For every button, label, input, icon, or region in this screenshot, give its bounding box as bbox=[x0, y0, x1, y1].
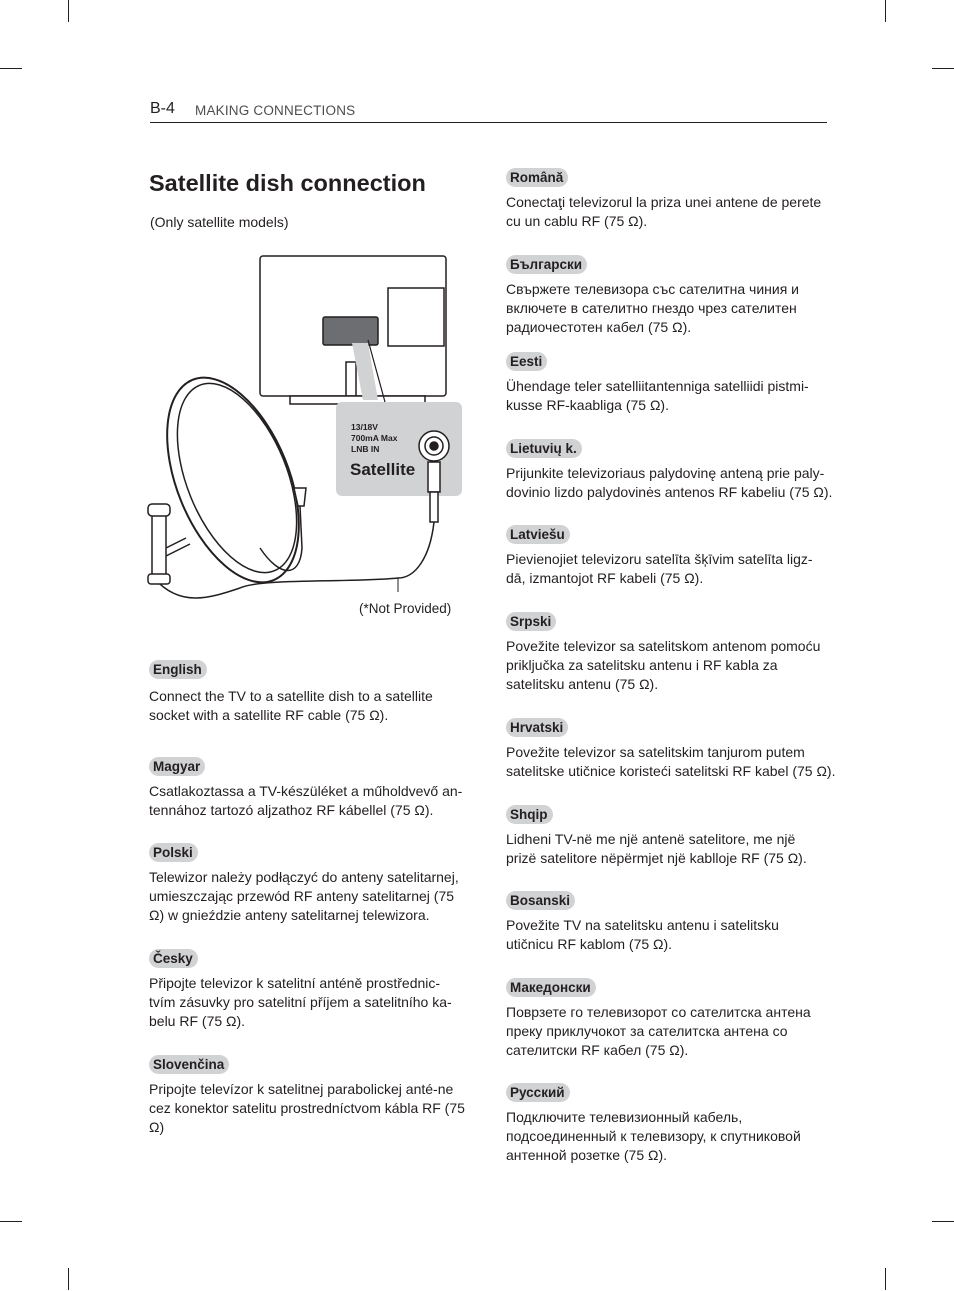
crop-mark bbox=[0, 68, 22, 69]
language-text: Prijunkite televizoriaus palydovinę anteną prie paly-dovinio lizdo palydovinės antenos RF kabeliu (75 Ω). bbox=[506, 465, 833, 500]
language-block bbox=[506, 168, 831, 231]
language-block bbox=[506, 1083, 816, 1165]
language-tag: Latviešu bbox=[506, 525, 570, 544]
language-block bbox=[149, 949, 464, 1031]
language-tag: Hrvatski bbox=[506, 718, 568, 737]
language-tag: Bosanski bbox=[506, 891, 575, 910]
section-title: MAKING CONNECTIONS bbox=[195, 103, 356, 118]
language-block bbox=[506, 525, 824, 588]
language-block bbox=[506, 255, 811, 337]
tv-stand-neck bbox=[346, 362, 356, 396]
dish-mount-pole bbox=[152, 506, 166, 578]
port-current: 700mA Max bbox=[351, 433, 398, 443]
page-title: Satellite dish connection bbox=[149, 170, 426, 196]
language-text: Připojte televizor k satelitní anténě prostřednic-tvím zásuvky pro satelitní příjem a satelitního ka-belu RF (75 Ω). bbox=[149, 975, 452, 1029]
language-text: Lidheni TV-në me një antenë satelitore, me një prizë satelitore nëpërmjet një kablloje RF (75 Ω). bbox=[506, 831, 807, 866]
crop-mark bbox=[885, 0, 886, 22]
page-subtitle: (Only satellite models) bbox=[150, 214, 289, 230]
language-text: Подключите телевизионный кабель, подсоединенный к телевизору, к спутниковой антенной розетке (75 Ω). bbox=[506, 1109, 801, 1163]
crop-mark bbox=[68, 0, 69, 22]
crop-mark bbox=[68, 1268, 69, 1290]
language-text: Povežite televizor sa satelitskim tanjurom putem satelitske utičnice koristeći satelitski RF kabel (75 Ω). bbox=[506, 744, 836, 779]
port-name: LNB IN bbox=[351, 444, 380, 454]
language-tag: Български bbox=[506, 255, 587, 274]
language-tag: Magyar bbox=[149, 757, 205, 776]
language-block bbox=[506, 612, 831, 694]
crop-mark bbox=[932, 1221, 954, 1222]
language-block bbox=[149, 843, 469, 925]
language-text: Povežite TV na satelitsku antenu i satelitsku utičnicu RF kablom (75 Ω). bbox=[506, 917, 779, 952]
crop-mark bbox=[932, 68, 954, 69]
port-label: Satellite bbox=[350, 460, 416, 479]
page-number: B-4 bbox=[150, 100, 175, 117]
language-tag: Lietuvių k. bbox=[506, 439, 582, 458]
language-text: Поврзете го телевизорот со сателитска антена преку приклучокот за сателитска антена со сателитски RF кабел (75 Ω). bbox=[506, 1004, 811, 1058]
language-block bbox=[149, 660, 471, 725]
language-text: Pripojte televízor k satelitnej parabolickej anté-ne cez konektor satelitu prostredníctvom kábla RF (75 Ω) bbox=[149, 1081, 465, 1135]
language-text: Pievienojiet televizoru satelīta šķīvim satelīta ligz-dā, izmantojot RF kabeli (75 Ω). bbox=[506, 551, 813, 586]
language-tag: English bbox=[149, 660, 207, 679]
language-block bbox=[506, 891, 806, 954]
crop-mark bbox=[0, 1221, 22, 1222]
language-block bbox=[506, 805, 826, 868]
language-tag: Eesti bbox=[506, 352, 547, 371]
language-block bbox=[149, 757, 469, 820]
language-tag: Česky bbox=[149, 949, 198, 968]
language-text: Telewizor należy podłączyć do anteny satelitarnej, umieszczając przewód RF anteny satelitarnej (75 Ω) w gnieździe anteny satelitarnej telewizora. bbox=[149, 869, 459, 923]
language-text: Connect the TV to a satellite dish to a satellite socket with a satellite RF cable (75 Ω). bbox=[149, 688, 433, 723]
page-header bbox=[150, 100, 827, 123]
language-block bbox=[506, 718, 836, 781]
language-tag: Srpski bbox=[506, 612, 556, 631]
language-text: Conectaţi televizorul la priza unei antene de perete cu un cablu RF (75 Ω). bbox=[506, 194, 822, 229]
language-text: Ühendage teler satelliitantenniga satelliidi pistmi-kusse RF-kaabliga (75 Ω). bbox=[506, 378, 809, 413]
language-text: Povežite televizor sa satelitskom antenom pomoću priključka za satelitsku antenu i RF kabla za satelitsku antenu (75 Ω). bbox=[506, 638, 821, 692]
language-tag: Shqip bbox=[506, 805, 553, 824]
language-tag: Polski bbox=[149, 843, 198, 862]
language-tag: Македонски bbox=[506, 978, 596, 997]
language-text: Csatlakoztassa a TV-készüléket a műholdvevő an-tennához tartozó aljzathoz RF kábellel (75 Ω). bbox=[149, 783, 463, 818]
language-text: Свържете телевизора със сателитна чиния и включете в сателитно гнездо чрез сателитен радиочестотен кабел (75 Ω). bbox=[506, 281, 799, 335]
tv-port-area bbox=[323, 317, 378, 345]
language-block bbox=[506, 439, 836, 502]
language-tag: Slovenčina bbox=[149, 1055, 229, 1074]
crop-mark bbox=[885, 1268, 886, 1290]
cable-note: (*Not Provided) bbox=[359, 601, 452, 616]
satellite-connection-diagram bbox=[140, 248, 480, 628]
language-block bbox=[506, 978, 826, 1060]
language-tag: Română bbox=[506, 168, 568, 187]
port-spec bbox=[351, 422, 397, 455]
language-tag: Русский bbox=[506, 1083, 570, 1102]
port-voltage: 13/18V bbox=[351, 422, 378, 432]
language-block bbox=[149, 1055, 469, 1137]
language-block bbox=[506, 352, 821, 415]
tv-panel bbox=[388, 288, 444, 346]
